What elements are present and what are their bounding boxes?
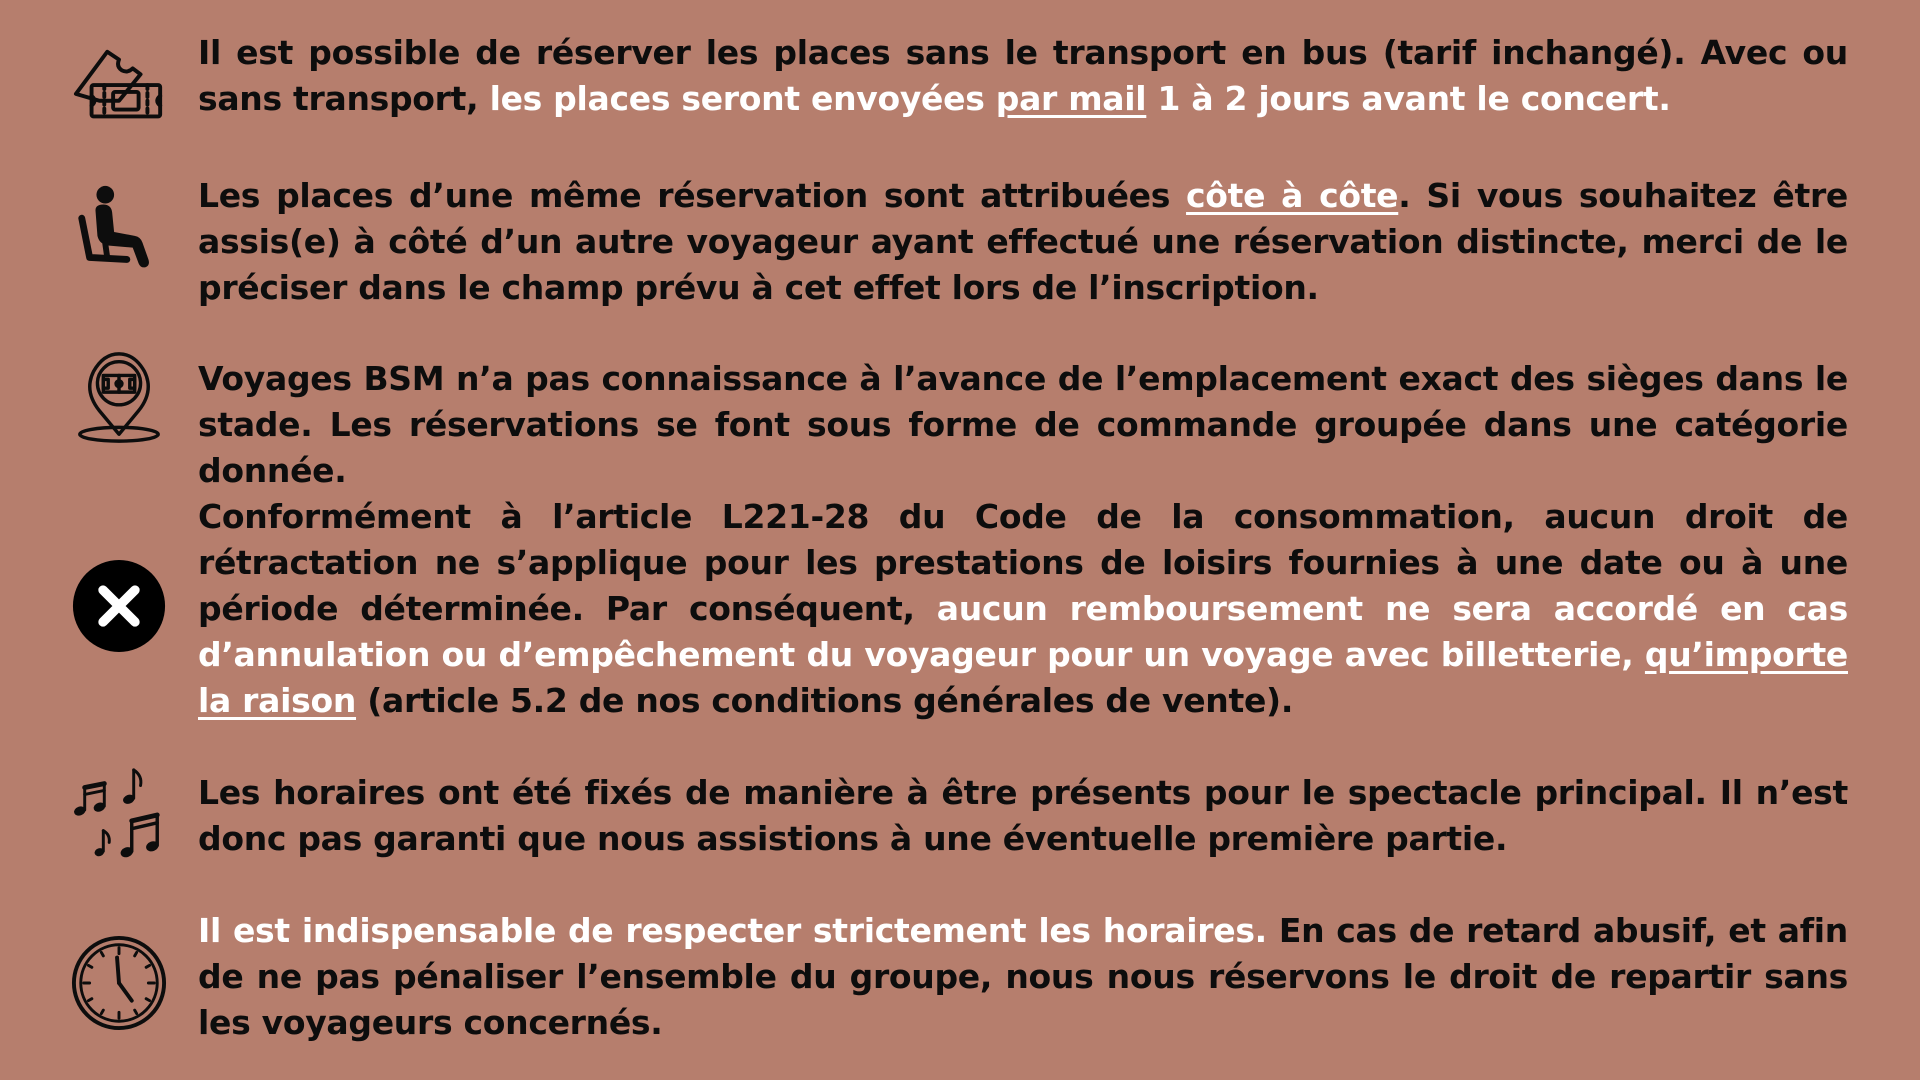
text-segment: . Si vous souhaitez être assis(e) à côté d’un autre voyageur ayant effectué une réservation distincte, merci de le préciser dans le champ prévu à cet effet lors de l’inscription. [198, 176, 1848, 307]
info-text-tickets [198, 30, 1848, 122]
stadium-location-pin-icon [70, 348, 168, 446]
cancel-x-icon [72, 559, 166, 653]
text-segment: Il est possible de réserver les places sans le transport en bus (tarif inchangé). Avec ou sans transport, [198, 33, 1848, 118]
text-highlight-underline: qu’importe la raison [198, 635, 1848, 720]
text-segment: Conformément à l’article L221-28 du Code de la consommation, aucun droit de rétractation ne s’applique pour les prestations de loisirs fournies à une date ou à une période déterminée. Par conséquent, [198, 497, 1848, 628]
info-text-stadium [198, 356, 1848, 494]
text-segment: (article 5.2 de nos conditions générales de vente). [356, 681, 1294, 720]
text-highlight-underline: côte à côte [1186, 176, 1399, 215]
info-text-punctuality [198, 908, 1848, 1046]
text-segment: Les places d’une même réservation sont attribuées [198, 176, 1187, 215]
text-highlight: les places seront envoyées [489, 79, 996, 118]
text-segment: Voyages BSM n’a pas connaissance à l’avance de l’emplacement exact des sièges dans le stade. Les réservations se font sous forme de commande groupée dans une catégorie donnée. [198, 359, 1848, 490]
info-text-refund [198, 494, 1848, 724]
clock-icon [70, 934, 168, 1032]
music-notes-icon [70, 764, 168, 862]
text-segment: En cas de retard abusif, et afin de ne pas pénaliser l’ensemble du groupe, nous nous réservons le droit de repartir sans les voyageurs concernés. [198, 911, 1848, 1042]
text-highlight-underline: par mail [995, 79, 1147, 118]
text-segment: Les horaires ont été fixés de manière à être présents pour le spectacle principal. Il n’est donc pas garanti que nous assistions à une éventuelle première partie. [198, 773, 1848, 858]
text-highlight: Il est indispensable de respecter strictement les horaires. [198, 911, 1267, 950]
seated-person-icon [70, 181, 168, 279]
text-highlight: 1 à 2 jours avant le concert. [1146, 79, 1671, 118]
text-highlight: aucun remboursement ne sera accordé en cas d’annulation ou d’empêchement du voyageur pour un voyage avec billetterie, [198, 589, 1848, 674]
info-text-schedule [198, 770, 1848, 862]
info-text-seating [198, 173, 1848, 311]
ticket-icon [70, 40, 168, 138]
